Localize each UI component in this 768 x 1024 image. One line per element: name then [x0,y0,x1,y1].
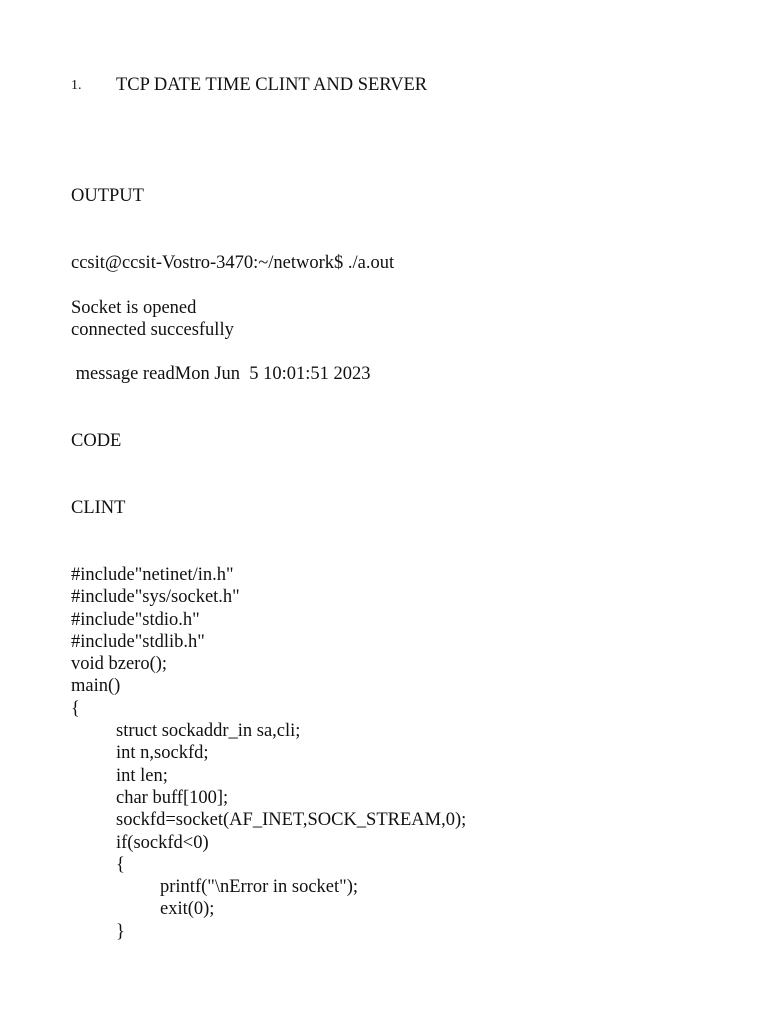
code-line: { [116,854,125,875]
code-block [71,564,731,943]
code-line: exit(0); [160,899,215,920]
code-line: { [71,698,80,719]
output-label: OUTPUT [71,186,144,206]
output-connected-line: connected succesfully [71,320,234,340]
code-line: #include"stdio.h" [71,609,200,630]
code-line: int len; [116,765,168,786]
code-line: main() [71,676,121,697]
code-line: sockfd=socket(AF_INET,SOCK_STREAM,0); [116,810,467,831]
section-heading [71,74,671,96]
code-line: #include"sys/socket.h" [71,587,240,608]
code-label: CODE [71,431,122,451]
code-line: int n,sockfd; [116,743,209,764]
code-line: struct sockaddr_in sa,cli; [116,721,301,742]
code-line: } [116,921,125,942]
code-line: if(sockfd<0) [116,832,209,853]
terminal-prompt-line: ccsit@ccsit-Vostro-3470:~/network$ ./a.out [71,253,395,273]
code-line: printf("\nError in socket"); [160,877,358,898]
code-line: char buff[100]; [116,787,229,808]
code-line: #include"netinet/in.h" [71,565,234,585]
client-label: CLINT [71,498,126,518]
output-socket-line: Socket is opened [71,298,197,318]
output-message-line: message readMon Jun 5 10:01:51 2023 [71,364,371,384]
code-line: #include"stdlib.h" [71,631,205,652]
code-line: void bzero(); [71,654,168,675]
heading-number: 1. [71,78,82,93]
heading-title: TCP DATE TIME CLINT AND SERVER [116,75,428,95]
